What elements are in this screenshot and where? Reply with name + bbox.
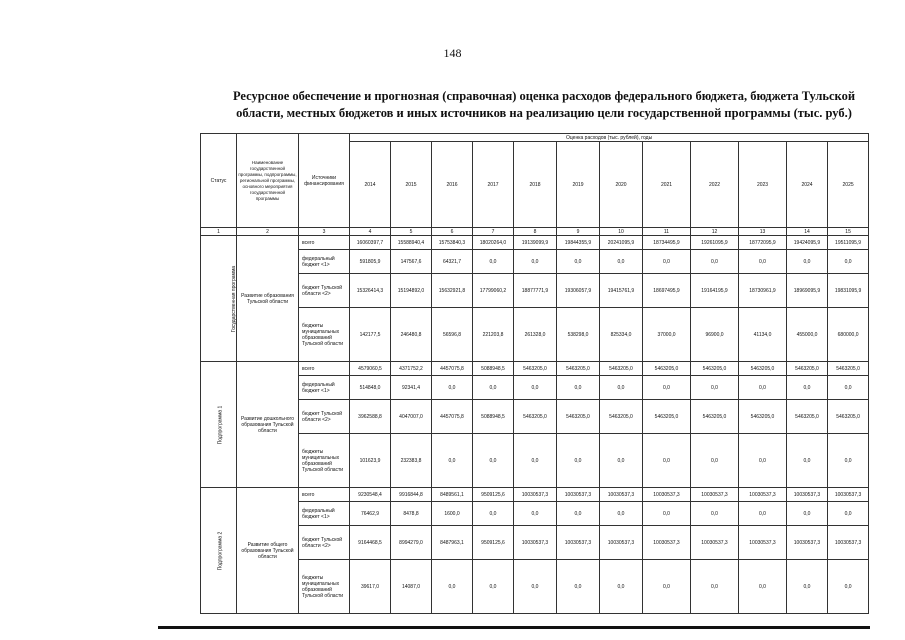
value-cell: 5463205,0 bbox=[787, 362, 828, 376]
column-number: 14 bbox=[787, 228, 828, 236]
value-cell: 0,0 bbox=[473, 560, 514, 614]
value-cell: 9916844,8 bbox=[391, 488, 432, 502]
value-cell: 0,0 bbox=[432, 434, 473, 488]
table-row bbox=[201, 308, 869, 362]
value-cell: 5463205,0 bbox=[557, 362, 600, 376]
column-number: 4 bbox=[350, 228, 391, 236]
value-cell: 64321,7 bbox=[432, 250, 473, 274]
value-cell: 0,0 bbox=[473, 376, 514, 400]
page-number: 148 bbox=[443, 46, 462, 60]
value-cell: 0,0 bbox=[787, 560, 828, 614]
value-cell: 19831095,9 bbox=[828, 274, 869, 308]
value-cell: 0,0 bbox=[739, 560, 787, 614]
header-estimate: Оценка расходов (тыс. рублей), годы bbox=[350, 134, 869, 142]
value-cell: 0,0 bbox=[557, 502, 600, 526]
value-cell: 16060397,7 bbox=[350, 236, 391, 250]
table-row bbox=[201, 236, 869, 250]
source-cell: федеральный бюджет <1> bbox=[299, 250, 350, 274]
value-cell: 0,0 bbox=[473, 250, 514, 274]
value-cell: 15632921,8 bbox=[432, 274, 473, 308]
value-cell: 10030537,3 bbox=[600, 488, 643, 502]
value-cell: 5463205,0 bbox=[828, 400, 869, 434]
year-header: 2025 bbox=[828, 142, 869, 228]
value-cell: 0,0 bbox=[600, 250, 643, 274]
column-number: 15 bbox=[828, 228, 869, 236]
header-sources: Источники финансирования bbox=[299, 134, 350, 228]
value-cell: 10030537,3 bbox=[514, 488, 557, 502]
column-number: 12 bbox=[691, 228, 739, 236]
source-cell: бюджеты муниципальных образований Тульской области bbox=[299, 434, 350, 488]
value-cell: 10030537,3 bbox=[787, 526, 828, 560]
value-cell: 92341,4 bbox=[391, 376, 432, 400]
table-row bbox=[201, 274, 869, 308]
value-cell: 221203,8 bbox=[473, 308, 514, 362]
value-cell: 19415761,9 bbox=[600, 274, 643, 308]
value-cell: 5088948,5 bbox=[473, 400, 514, 434]
value-cell: 10030537,3 bbox=[557, 488, 600, 502]
value-cell: 10030537,3 bbox=[557, 526, 600, 560]
header-status: Статус bbox=[201, 134, 237, 228]
value-cell: 18734495,9 bbox=[643, 236, 691, 250]
value-cell: 0,0 bbox=[643, 250, 691, 274]
value-cell: 19261095,9 bbox=[691, 236, 739, 250]
value-cell: 0,0 bbox=[691, 434, 739, 488]
value-cell: 19424095,9 bbox=[787, 236, 828, 250]
column-number: 2 bbox=[237, 228, 299, 236]
value-cell: 142177,5 bbox=[350, 308, 391, 362]
table-row bbox=[201, 560, 869, 614]
value-cell: 4047007,0 bbox=[391, 400, 432, 434]
table-row bbox=[201, 488, 869, 502]
status-label: Подпрограмма 1 bbox=[217, 405, 224, 444]
value-cell: 18772095,9 bbox=[739, 236, 787, 250]
value-cell: 5463205,0 bbox=[514, 362, 557, 376]
table-row bbox=[201, 362, 869, 376]
value-cell: 0,0 bbox=[557, 560, 600, 614]
value-cell: 261328,0 bbox=[514, 308, 557, 362]
value-cell: 0,0 bbox=[557, 376, 600, 400]
value-cell: 10030537,3 bbox=[691, 488, 739, 502]
value-cell: 0,0 bbox=[739, 434, 787, 488]
source-cell: бюджеты муниципальных образований Тульской области bbox=[299, 308, 350, 362]
value-cell: 1600,0 bbox=[432, 502, 473, 526]
source-cell: всего bbox=[299, 362, 350, 376]
value-cell: 232383,8 bbox=[391, 434, 432, 488]
value-cell: 0,0 bbox=[828, 560, 869, 614]
value-cell: 3962588,8 bbox=[350, 400, 391, 434]
year-header: 2017 bbox=[473, 142, 514, 228]
value-cell: 0,0 bbox=[473, 434, 514, 488]
value-cell: 0,0 bbox=[643, 376, 691, 400]
source-cell: бюджеты муниципальных образований Тульской области bbox=[299, 560, 350, 614]
value-cell: 10030537,3 bbox=[787, 488, 828, 502]
value-cell: 15194892,0 bbox=[391, 274, 432, 308]
column-number: 13 bbox=[739, 228, 787, 236]
value-cell: 455000,0 bbox=[787, 308, 828, 362]
value-cell: 0,0 bbox=[600, 560, 643, 614]
value-cell: 18730961,9 bbox=[739, 274, 787, 308]
footer-rule bbox=[158, 626, 870, 629]
value-cell: 8487963,1 bbox=[432, 526, 473, 560]
value-cell: 10030537,3 bbox=[600, 526, 643, 560]
value-cell: 0,0 bbox=[828, 250, 869, 274]
value-cell: 0,0 bbox=[473, 502, 514, 526]
table-row bbox=[201, 502, 869, 526]
value-cell: 0,0 bbox=[643, 434, 691, 488]
table-row bbox=[201, 434, 869, 488]
value-cell: 9509125,6 bbox=[473, 488, 514, 502]
column-number: 7 bbox=[473, 228, 514, 236]
value-cell: 0,0 bbox=[432, 376, 473, 400]
column-number: 11 bbox=[643, 228, 691, 236]
value-cell: 0,0 bbox=[643, 560, 691, 614]
value-cell: 514848,0 bbox=[350, 376, 391, 400]
value-cell: 101623,9 bbox=[350, 434, 391, 488]
value-cell: 39617,0 bbox=[350, 560, 391, 614]
value-cell: 5463205,0 bbox=[739, 400, 787, 434]
value-cell: 8994279,0 bbox=[391, 526, 432, 560]
value-cell: 5463205,0 bbox=[600, 362, 643, 376]
column-number: 1 bbox=[201, 228, 237, 236]
value-cell: 0,0 bbox=[828, 502, 869, 526]
source-cell: бюджет Тульской области <2> bbox=[299, 526, 350, 560]
value-cell: 4457075,8 bbox=[432, 400, 473, 434]
table-body bbox=[201, 236, 869, 614]
page-title: Ресурсное обеспечение и прогнозная (справочная) оценка расходов федерального бюджета, бюджета Тульской области, местных бюджетов и иных источников на реализацию цели государственной программы (тыс. руб.) bbox=[232, 89, 856, 120]
value-cell: 0,0 bbox=[514, 376, 557, 400]
value-cell: 19306057,9 bbox=[557, 274, 600, 308]
value-cell: 19511095,9 bbox=[828, 236, 869, 250]
value-cell: 0,0 bbox=[514, 250, 557, 274]
status-cell bbox=[201, 488, 237, 614]
year-header: 2019 bbox=[557, 142, 600, 228]
value-cell: 5463205,0 bbox=[691, 362, 739, 376]
source-cell: бюджет Тульской области <2> bbox=[299, 400, 350, 434]
value-cell: 0,0 bbox=[691, 250, 739, 274]
value-cell: 10030537,3 bbox=[828, 526, 869, 560]
source-cell: бюджет Тульской области <2> bbox=[299, 274, 350, 308]
year-header: 2014 bbox=[350, 142, 391, 228]
value-cell: 19164195,9 bbox=[691, 274, 739, 308]
value-cell: 5463205,0 bbox=[514, 400, 557, 434]
value-cell: 10030537,3 bbox=[739, 488, 787, 502]
status-cell bbox=[201, 362, 237, 488]
value-cell: 0,0 bbox=[600, 502, 643, 526]
column-number: 6 bbox=[432, 228, 473, 236]
year-header: 2022 bbox=[691, 142, 739, 228]
value-cell: 10030537,3 bbox=[643, 526, 691, 560]
value-cell: 0,0 bbox=[828, 376, 869, 400]
value-cell: 37000,0 bbox=[643, 308, 691, 362]
value-cell: 15326414,3 bbox=[350, 274, 391, 308]
table-row bbox=[201, 376, 869, 400]
value-cell: 76462,9 bbox=[350, 502, 391, 526]
value-cell: 96900,0 bbox=[691, 308, 739, 362]
value-cell: 0,0 bbox=[828, 434, 869, 488]
value-cell: 5463205,0 bbox=[643, 400, 691, 434]
value-cell: 9230548,4 bbox=[350, 488, 391, 502]
source-cell: всего bbox=[299, 488, 350, 502]
value-cell: 5463205,0 bbox=[600, 400, 643, 434]
value-cell: 5463205,0 bbox=[643, 362, 691, 376]
value-cell: 4579060,5 bbox=[350, 362, 391, 376]
value-cell: 4371752,2 bbox=[391, 362, 432, 376]
year-header: 2015 bbox=[391, 142, 432, 228]
value-cell: 41134,0 bbox=[739, 308, 787, 362]
program-name-cell: Развитие общего образования Тульской области bbox=[237, 488, 299, 614]
value-cell: 5463205,0 bbox=[557, 400, 600, 434]
status-label: Подпрограмма 2 bbox=[217, 531, 224, 570]
value-cell: 4457075,8 bbox=[432, 362, 473, 376]
header-name: Наименование государственной программы, подпрограммы, региональной программы, основного мероприятия государственной программы bbox=[237, 134, 299, 228]
value-cell: 10030537,3 bbox=[691, 526, 739, 560]
value-cell: 0,0 bbox=[557, 434, 600, 488]
year-header: 2021 bbox=[643, 142, 691, 228]
value-cell: 0,0 bbox=[432, 560, 473, 614]
source-cell: федеральный бюджет <1> bbox=[299, 376, 350, 400]
value-cell: 18697495,9 bbox=[643, 274, 691, 308]
value-cell: 19844355,9 bbox=[557, 236, 600, 250]
value-cell: 680000,0 bbox=[828, 308, 869, 362]
value-cell: 10030537,3 bbox=[514, 526, 557, 560]
value-cell: 8478,8 bbox=[391, 502, 432, 526]
value-cell: 147567,6 bbox=[391, 250, 432, 274]
budget-table bbox=[200, 133, 869, 614]
column-number: 10 bbox=[600, 228, 643, 236]
program-name-cell: Развитие дошкольного образования Тульской области bbox=[237, 362, 299, 488]
source-cell: всего bbox=[299, 236, 350, 250]
column-number: 8 bbox=[514, 228, 557, 236]
value-cell: 0,0 bbox=[514, 502, 557, 526]
value-cell: 0,0 bbox=[787, 250, 828, 274]
value-cell: 0,0 bbox=[739, 376, 787, 400]
year-header: 2024 bbox=[787, 142, 828, 228]
value-cell: 20241095,9 bbox=[600, 236, 643, 250]
value-cell: 0,0 bbox=[691, 560, 739, 614]
value-cell: 0,0 bbox=[643, 502, 691, 526]
value-cell: 18969095,9 bbox=[787, 274, 828, 308]
year-header: 2018 bbox=[514, 142, 557, 228]
value-cell: 246480,8 bbox=[391, 308, 432, 362]
value-cell: 18877771,9 bbox=[514, 274, 557, 308]
value-cell: 0,0 bbox=[739, 502, 787, 526]
value-cell: 10030537,3 bbox=[643, 488, 691, 502]
column-number: 3 bbox=[299, 228, 350, 236]
value-cell: 0,0 bbox=[691, 502, 739, 526]
value-cell: 0,0 bbox=[787, 502, 828, 526]
year-header: 2020 bbox=[600, 142, 643, 228]
value-cell: 0,0 bbox=[557, 250, 600, 274]
status-label: Государственная программа bbox=[231, 265, 238, 332]
value-cell: 18020264,0 bbox=[473, 236, 514, 250]
value-cell: 5463205,0 bbox=[787, 400, 828, 434]
column-number-row bbox=[201, 228, 869, 236]
column-number: 9 bbox=[557, 228, 600, 236]
year-header: 2016 bbox=[432, 142, 473, 228]
value-cell: 19139099,9 bbox=[514, 236, 557, 250]
value-cell: 15588940,4 bbox=[391, 236, 432, 250]
value-cell: 5463205,0 bbox=[739, 362, 787, 376]
program-name-cell: Развитие образования Тульской области bbox=[237, 236, 299, 362]
value-cell: 9509125,6 bbox=[473, 526, 514, 560]
value-cell: 825334,0 bbox=[600, 308, 643, 362]
value-cell: 0,0 bbox=[787, 434, 828, 488]
value-cell: 538298,0 bbox=[557, 308, 600, 362]
value-cell: 0,0 bbox=[600, 434, 643, 488]
value-cell: 14087,0 bbox=[391, 560, 432, 614]
year-header: 2023 bbox=[739, 142, 787, 228]
table-row bbox=[201, 526, 869, 560]
value-cell: 0,0 bbox=[787, 376, 828, 400]
value-cell: 5463205,0 bbox=[828, 362, 869, 376]
value-cell: 8489561,1 bbox=[432, 488, 473, 502]
value-cell: 15753840,3 bbox=[432, 236, 473, 250]
table-row bbox=[201, 250, 869, 274]
value-cell: 10030537,3 bbox=[739, 526, 787, 560]
value-cell: 0,0 bbox=[600, 376, 643, 400]
value-cell: 5463205,0 bbox=[691, 400, 739, 434]
status-cell bbox=[201, 236, 237, 362]
value-cell: 56596,8 bbox=[432, 308, 473, 362]
value-cell: 0,0 bbox=[739, 250, 787, 274]
table-row bbox=[201, 400, 869, 434]
value-cell: 0,0 bbox=[514, 560, 557, 614]
column-number: 5 bbox=[391, 228, 432, 236]
value-cell: 0,0 bbox=[514, 434, 557, 488]
value-cell: 10030537,3 bbox=[828, 488, 869, 502]
value-cell: 591805,9 bbox=[350, 250, 391, 274]
value-cell: 5088948,5 bbox=[473, 362, 514, 376]
value-cell: 9164468,5 bbox=[350, 526, 391, 560]
source-cell: федеральный бюджет <1> bbox=[299, 502, 350, 526]
value-cell: 17799060,2 bbox=[473, 274, 514, 308]
value-cell: 0,0 bbox=[691, 376, 739, 400]
